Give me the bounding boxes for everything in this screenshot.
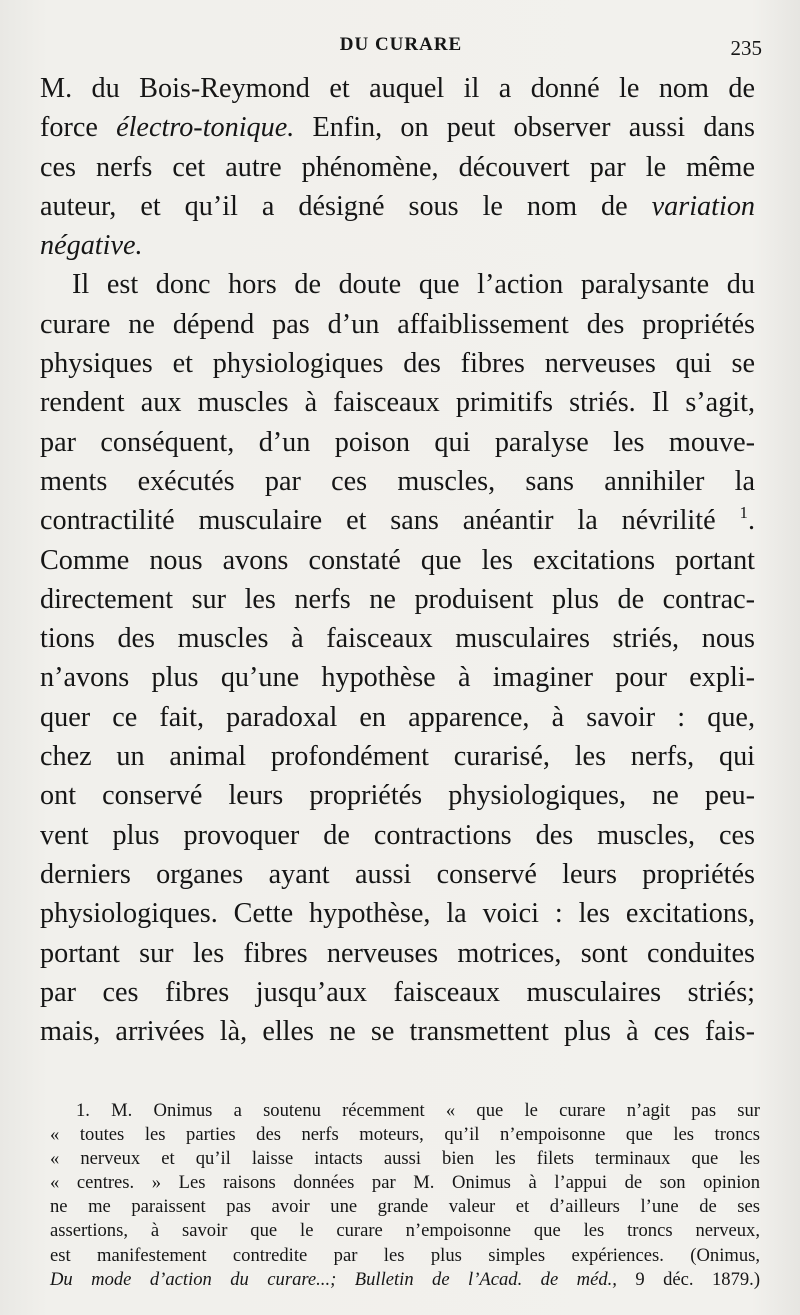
text-line: mais, arrivées là, elles ne se transmettent plus à ces fais- [40,1016,755,1048]
italic-term: variation [651,190,756,222]
footnote [50,1099,760,1292]
footnote-line: assertions, à savoir que le curare n’empoisonne que les troncs nerveux, [50,1220,760,1242]
italic-term: électro-tonique. [116,112,295,144]
footnote-line: est manifestement contredite par les plus simples expériences. (Onimus, [50,1244,760,1266]
text-line: par conséquent, d’un poison qui paralyse les mouve- [40,426,755,458]
footnote-line: 1. M. Onimus a soutenu récemment « que le curare n’agit pas sur [76,1100,760,1121]
body-text [40,69,755,1051]
text-line: par ces fibres jusqu’aux faisceaux musculaires striés; [40,976,755,1008]
footnote-line: ne me paraissent pas avoir une grande valeur et d’ailleurs l’une de ses [50,1196,760,1218]
running-title: DU CURARE [339,34,463,55]
text-line: ments exécutés par ces muscles, sans annihiler la [40,465,755,497]
text-line: Comme nous avons constaté que les excitations portant [40,544,755,576]
text-line: directement sur les nerfs ne produisent plus de contrac- [40,583,755,615]
text-line: quer ce fait, paradoxal en apparence, à savoir : que, [40,701,755,733]
text-line: chez un animal profondément curarisé, les nerfs, qui [40,741,755,773]
text-line: ces nerfs cet autre phénomène, découvert par le même [40,151,755,183]
text-line: portant sur les fibres nerveuses motrices, sont conduites [40,937,755,969]
footnote-citation-journal: Bulletin de l’Acad. de méd., [354,1268,617,1290]
footnote-line: « nerveux et qu’il laisse intacts aussi bien les filets terminaux que les [50,1148,760,1170]
text-line: force électro-tonique. Enfin, on peut observer aussi dans [40,112,755,144]
running-head [40,34,762,60]
text-line: curare ne dépend pas d’un affaiblissement des propriétés [40,308,755,340]
text-line: tions des muscles à faisceaux musculaires striés, nous [40,623,755,655]
text-line: rendent aux muscles à faisceaux primitifs striés. Il s’agit, [40,387,755,419]
text-line: M. du Bois-Reymond et auquel il a donné le nom de [40,73,755,104]
text-line: contractilité musculaire et sans anéantir la névrilité $^1$. [40,503,755,537]
text-line: n’avons plus qu’une hypothèse à imaginer pour expli- [40,662,755,694]
footnote-ref: 1 [739,503,748,523]
text-line [40,226,755,265]
footnote-line: Du mode d’action du curare...; Bulletin de l’Acad. de méd., 9 déc. 1879.) [50,1268,761,1290]
text-line: vent plus provoquer de contractions des muscles, ces [40,819,755,851]
italic-term: négative. [40,230,143,262]
footnote-line: « centres. » Les raisons données par M. Onimus à l’appui de son opinion [50,1172,760,1194]
footnote-line: « toutes les parties des nerfs moteurs, qu’il n’empoisonne que les troncs [50,1124,760,1146]
text-line: physiologiques. Cette hypothèse, la voici : les excitations, [40,898,755,930]
page-number: 235 [730,36,762,60]
paragraph-start-line: Il est donc hors de doute que l’action paralysante du [72,269,755,301]
footnote-citation-title: Du mode d’action du curare...; [50,1268,337,1290]
text-line: auteur, et qu’il a désigné sous le nom de variation [40,190,756,222]
text-line: derniers organes ayant aussi conservé leurs propriétés [40,858,755,890]
text-line: ont conservé leurs propriétés physiologiques, ne peu- [40,780,755,812]
text-line: physiques et physiologiques des fibres nerveuses qui se [40,348,755,380]
